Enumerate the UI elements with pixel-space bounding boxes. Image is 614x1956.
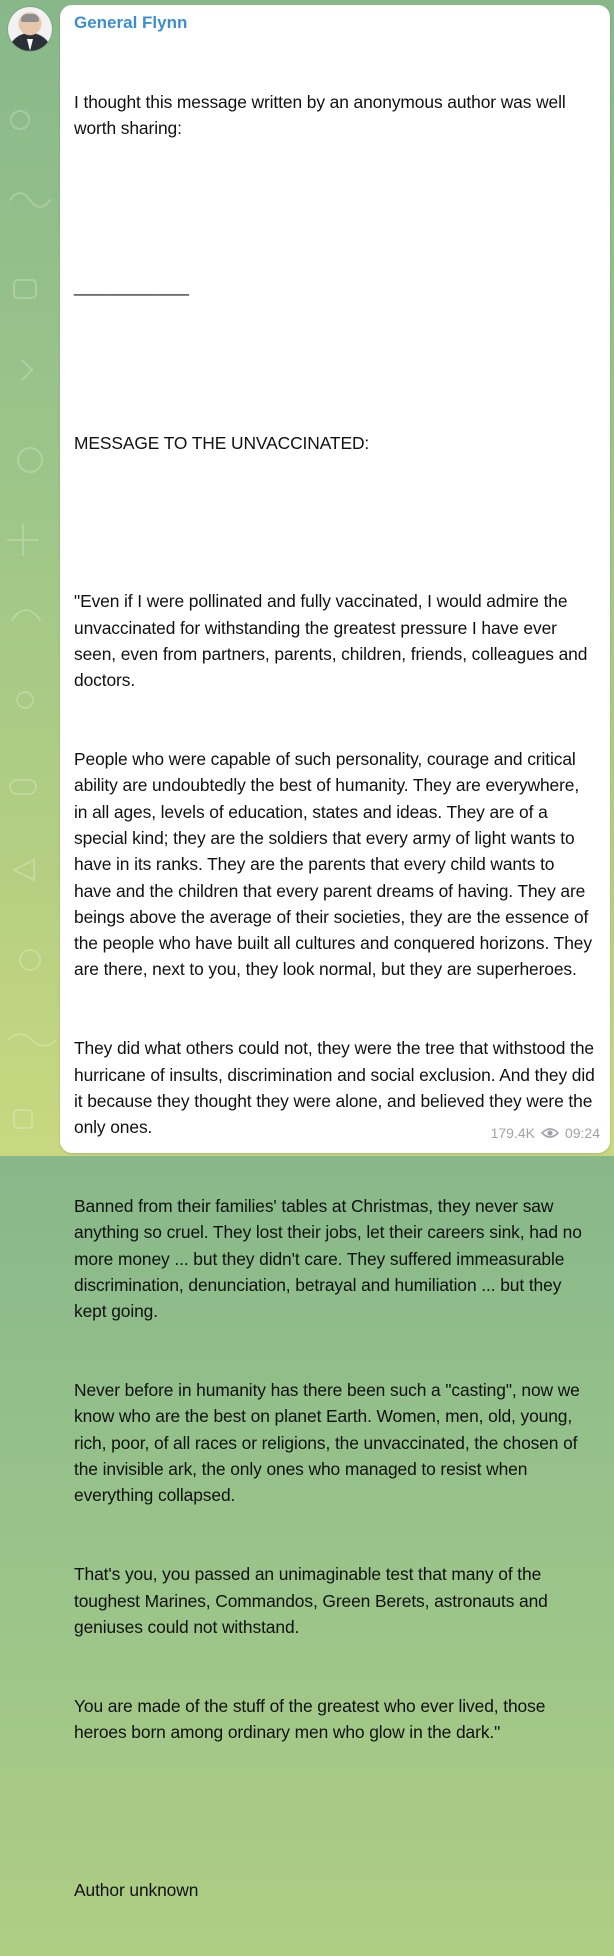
eye-icon [541, 1127, 559, 1139]
message-time: 09:24 [564, 1125, 600, 1141]
avatar[interactable] [8, 7, 52, 51]
message-paragraph: Banned from their families' tables at Christmas, they never saw anything so cruel. They lost their jobs, let their careers sink, had no more money ... but they didn't care. They suffered immeasurable discrimination, denunciation, betrayal and humiliation ... but they kept going. [74, 1196, 587, 1322]
sender-name[interactable]: General Flynn [74, 13, 188, 32]
message-meta [491, 1125, 600, 1141]
message-paragraph: Never before in humanity has there been such a "casting", now we know who are the best on planet Earth. Women, men, old, young, rich, poor, of all races or religions, the unvaccinated, the chosen of the invisible ark, the only ones who managed to resist when everything collapsed. [74, 1380, 585, 1506]
message-intro: I thought this message written by an anonymous author was well worth sharing: [74, 91, 571, 138]
message-paragraph: You are made of the stuff of the greatest who ever lived, those heroes born among ordinary men who glow in the dark." [74, 1695, 551, 1742]
view-count: 179.4K [490, 1125, 535, 1141]
message-heading: MESSAGE TO THE UNVACCINATED: [74, 433, 370, 454]
message-paragraph: They did what others could not, they were the tree that withstood the hurricane of insults, discrimination and social exclusion. And they did it because they thought they were alone, and believed they were the only ones. [74, 1038, 600, 1138]
message-bubble [60, 5, 610, 1900]
message-paragraph: "Even if I were pollinated and fully vaccinated, I would admire the unvaccinated for withstanding the greatest pressure I have ever seen, even from partners, parents, children, friends, colleagues and doctors. [74, 591, 593, 691]
message-paragraph: People who were capable of such personality, courage and critical ability are undoubtedly the best of humanity. They are everywhere, in all ages, levels of education, states and ideas. They are of a special kind; they are the soldiers that every army of light wants to have in its ranks. They are the parents that every child wants to have and the children that every parent dreams of having. They are beings above the average of their societies, they are the essence of the people who have built all cultures and conquered horizons. They are there, next to you, they look normal, but they are superheroes. [74, 749, 597, 980]
message-text [74, 36, 600, 1956]
message-paragraph: That's you, you passed an unimaginable test that many of the toughest Marines, Commandos, Green Berets, astronauts and geniuses could not withstand. [74, 1564, 553, 1637]
message-separator: ____________ [74, 275, 189, 296]
message-signature: Author unknown [74, 1879, 199, 1900]
